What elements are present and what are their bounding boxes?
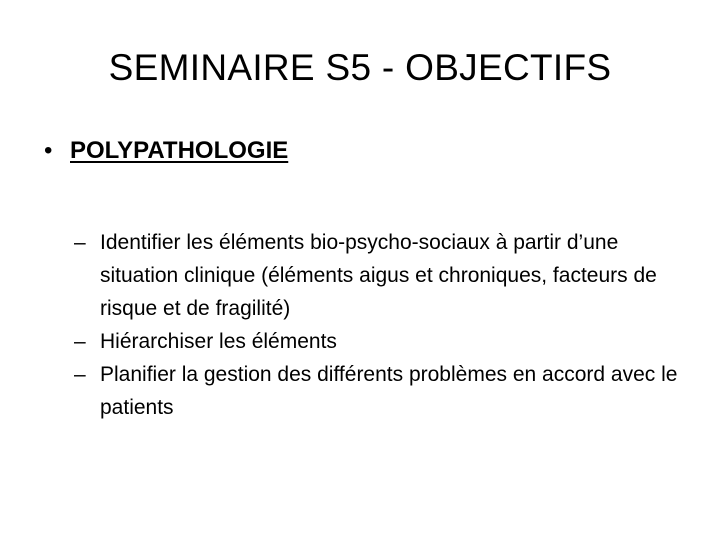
dash-marker: – <box>74 330 86 353</box>
objective-text: Identifier les éléments bio-psycho-sociaux à partir d’une situation clinique (éléments aigus et chroniques, facteurs de risque et de fragilité) <box>100 231 657 320</box>
objective-item <box>74 358 694 424</box>
dash-marker: – <box>74 363 86 386</box>
bullet-label: POLYPATHOLOGIE <box>70 137 289 164</box>
dash-marker: – <box>74 231 86 254</box>
objective-text: Hiérarchiser les éléments <box>100 330 337 353</box>
objective-item <box>74 325 694 358</box>
bullet-marker: • <box>44 137 53 164</box>
slide-title: SEMINAIRE S5 - OBJECTIFS <box>108 47 612 88</box>
objective-text: Planifier la gestion des différents problèmes en accord avec le patients <box>100 363 678 419</box>
bullet-polypathologie <box>44 134 288 168</box>
objective-item <box>74 226 694 325</box>
objectives-list <box>74 226 694 424</box>
